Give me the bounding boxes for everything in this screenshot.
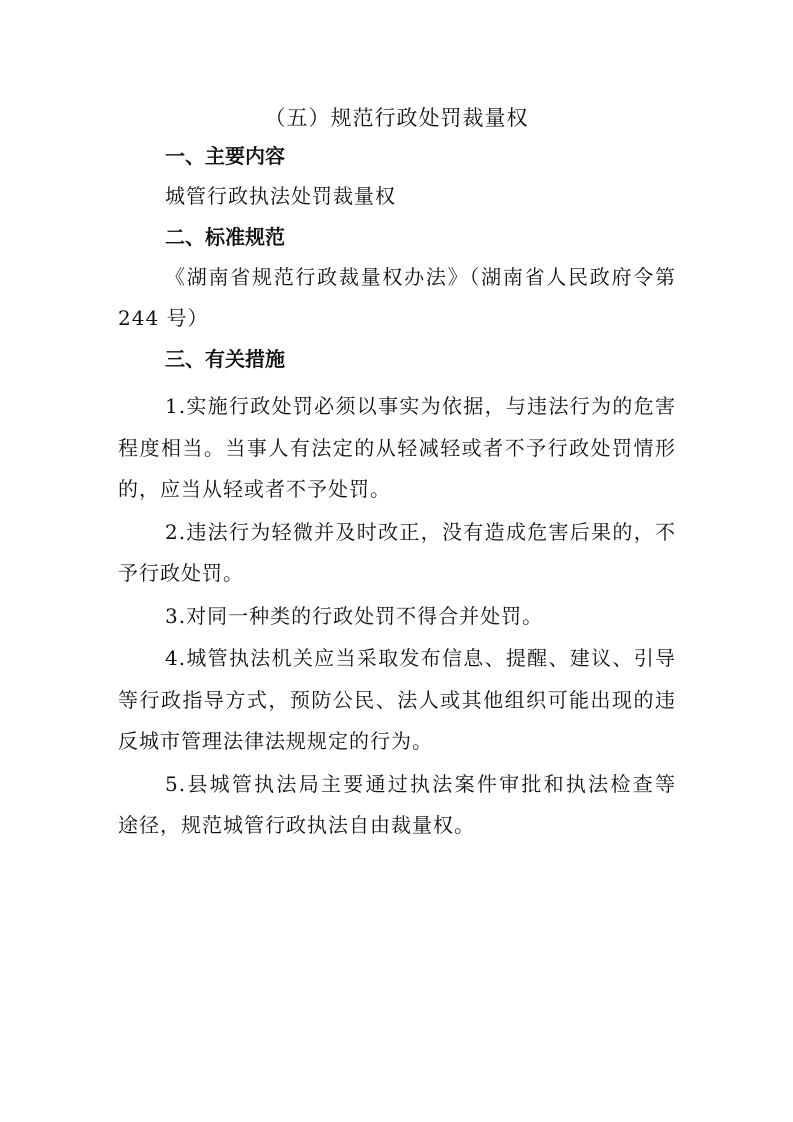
measure-item-line: 1.实施行政处罚必须以事实为依据，与违法行为的危害 — [165, 394, 676, 418]
measure-item-line: 程度相当。当事人有法定的从轻减轻或者不予行政处罚情形 — [118, 436, 676, 460]
standards-text-line: 《湖南省规范行政裁量权办法》（湖南省人民政府令第 — [165, 265, 676, 289]
section-heading-measures: 三、有关措施 — [165, 347, 285, 371]
section-text-main-content: 城管行政执法处罚裁量权 — [165, 184, 396, 208]
standards-text-line: 244 号） — [118, 306, 209, 330]
measure-item-line: 等行政指导方式，预防公民、法人或其他组织可能出现的违 — [118, 688, 676, 712]
measure-item-line: 予行政处罚。 — [118, 561, 244, 585]
measure-item-line: 途径，规范城管行政执法自由裁量权。 — [118, 813, 475, 837]
section-heading-main-content: 一、主要内容 — [165, 144, 285, 168]
measure-item-line: 2.违法行为轻微并及时改正，没有造成危害后果的，不 — [165, 520, 676, 544]
measure-item-line: 4.城管执法机关应当采取发布信息、提醒、建议、引导 — [165, 646, 676, 670]
measure-item-line: 5.县城管执法局主要通过执法案件审批和执法检查等 — [165, 772, 676, 796]
measure-item-line: 3.对同一种类的行政处罚不得合并处罚。 — [165, 604, 544, 628]
document-title: （五）规范行政处罚裁量权 — [264, 106, 529, 130]
section-heading-standards: 二、标准规范 — [165, 225, 285, 249]
measure-item-line: 的，应当从轻或者不予处罚。 — [118, 477, 391, 501]
measure-item-line: 反城市管理法律法规规定的行为。 — [118, 729, 433, 753]
